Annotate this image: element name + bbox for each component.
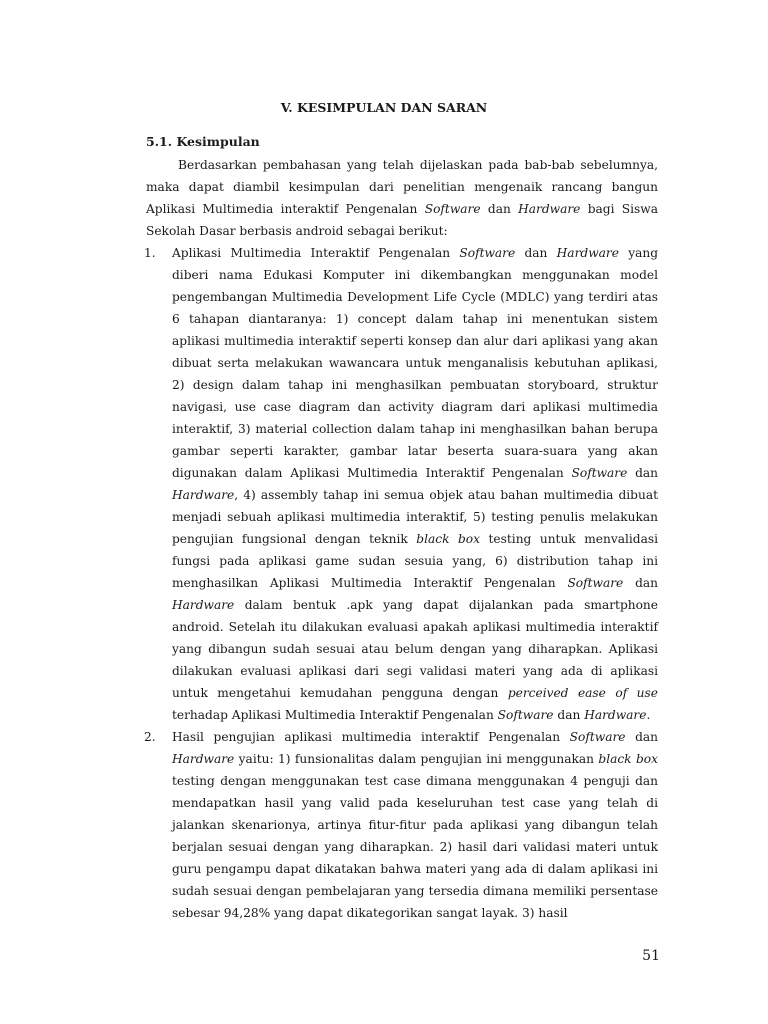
chapter-title: V. KESIMPULAN DAN SARAN	[280, 100, 488, 115]
conclusion-list	[146, 242, 658, 924]
page-number: 51	[642, 948, 660, 964]
list-item-text: Aplikasi Multimedia Interaktif Pengenalan Software dan Hardware yang diberi nama Edukasi Komputer ini dikembangkan menggunakan model pengembangan Multimedia Development Life Cycle (MDLC) yang terdiri atas 6 tahapan diantaranya: 1) concept dalam tahap ini menentukan sistem aplikasi multimedia interaktif seperti konsep dan alur dari aplikasi yang akan dibuat serta melakukan wawancara untuk menganalisis kebutuhan aplikasi, 2) design dalam tahap ini menghasilkan pembuatan storyboard, struktur navigasi, use case diagram dan activity diagram dari aplikasi multimedia interaktif, 3) material collection dalam tahap ini menghasilkan bahan berupa gambar seperti karakter, gambar latar beserta suara-suara yang akan digunakan dalam Aplikasi Multimedia Interaktif Pengenalan Software dan Hardware, 4) assembly tahap ini semua objek atau bahan multimedia dibuat menjadi sebuah aplikasi multimedia interaktif, 5) testing penulis melakukan pengujian fungsional dengan teknik black box testing untuk menvalidasi fungsi pada aplikasi game sudan sesuia yang, 6) distribution tahap ini menghasilkan Aplikasi Multimedia Interaktif Pengenalan Software dan Hardware dalam bentuk .apk yang dapat dijalankan pada smartphone android. Setelah itu dilakukan evaluasi apakah aplikasi multimedia interaktif yang dibangun sudah sesuai atau belum dengan yang diharapkan. Aplikasi dilakukan evaluasi aplikasi dari segi validasi materi yang ada di aplikasi untuk mengetahui kemudahan pengguna dengan perceived ease of use terhadap Aplikasi Multimedia Interaktif Pengenalan Software dan Hardware.	[172, 246, 659, 722]
section-heading: 5.1. Kesimpulan	[146, 134, 260, 149]
list-item	[146, 242, 658, 726]
list-item	[146, 726, 658, 924]
list-item-text: Hasil pengujian aplikasi multimedia interaktif Pengenalan Software dan Hardware yaitu: 1) funsionalitas dalam pengujian ini menggunakan black box testing dengan menggunakan test case dimana menggunakan 4 penguji dan mendapatkan hasil yang valid pada keseluruhan test case yang telah di jalankan skenarionya, artinya fitur-fitur pada aplikasi yang dibangun telah berjalan sesuai dengan yang diharapkan. 2) hasil dari validasi materi untuk guru pengampu dapat dikatakan bahwa materi yang ada di dalam aplikasi ini sudah sesuai dengan pembelajaran yang tersedia dimana memiliki persentase sebesar 94,28% yang dapat dikategorikan sangat layak. 3) hasil	[172, 730, 659, 920]
body-text	[146, 154, 658, 924]
list-item-number: 2.	[144, 730, 156, 744]
intro-paragraph: Berdasarkan pembahasan yang telah dijelaskan pada bab-bab sebelumnya, maka dapat diambil kesimpulan dari penelitian mengenaik rancang bangun Aplikasi Multimedia interaktif Pengenalan Software dan Hardware bagi Siswa Sekolah Dasar berbasis android sebagai berikut:	[146, 158, 659, 238]
list-item-number: 1.	[144, 246, 156, 260]
